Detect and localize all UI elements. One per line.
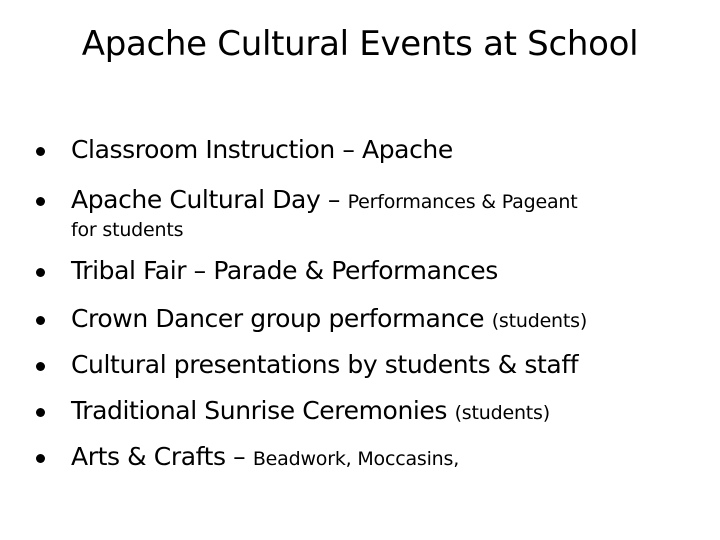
bullet-main-text: Traditional Sunrise Ceremonies [71, 396, 455, 425]
bullet-icon [36, 408, 45, 417]
bullet-detail-text: Beadwork, Moccasins, [252, 448, 460, 470]
bullet-icon [36, 197, 45, 206]
bullet-text [71, 394, 550, 430]
bullet-text [71, 302, 587, 338]
bullet-icon [36, 268, 45, 277]
bullet-text [71, 254, 498, 288]
bullet-text [71, 133, 453, 167]
bullet-main-text: Cultural presentations by students & staff [71, 350, 579, 379]
bullet-icon [36, 362, 45, 371]
bullet-main-text: Crown Dancer group performance [71, 304, 492, 333]
bullet-detail-text: Performances & Pageant [347, 191, 578, 213]
bullet-text [71, 348, 578, 382]
bullet-main-text: Classroom Instruction – Apache [71, 135, 453, 164]
bullet-main-text: Apache Cultural Day – [71, 185, 348, 214]
bullet-icon [36, 147, 45, 156]
bullet-continuation-text: for students [71, 219, 184, 241]
slide-title: Apache Cultural Events at School [81, 24, 639, 64]
bullet-detail-text: (students) [491, 310, 588, 332]
bullet-text [71, 440, 459, 476]
bullet-detail-text: (students) [454, 402, 550, 424]
bullet-icon [36, 316, 45, 325]
bullet-main-text: Tribal Fair – Parade & Performances [71, 256, 498, 285]
bullet-text [71, 183, 578, 219]
bullet-icon [36, 454, 45, 463]
bullet-main-text: Arts & Crafts – [71, 442, 253, 471]
